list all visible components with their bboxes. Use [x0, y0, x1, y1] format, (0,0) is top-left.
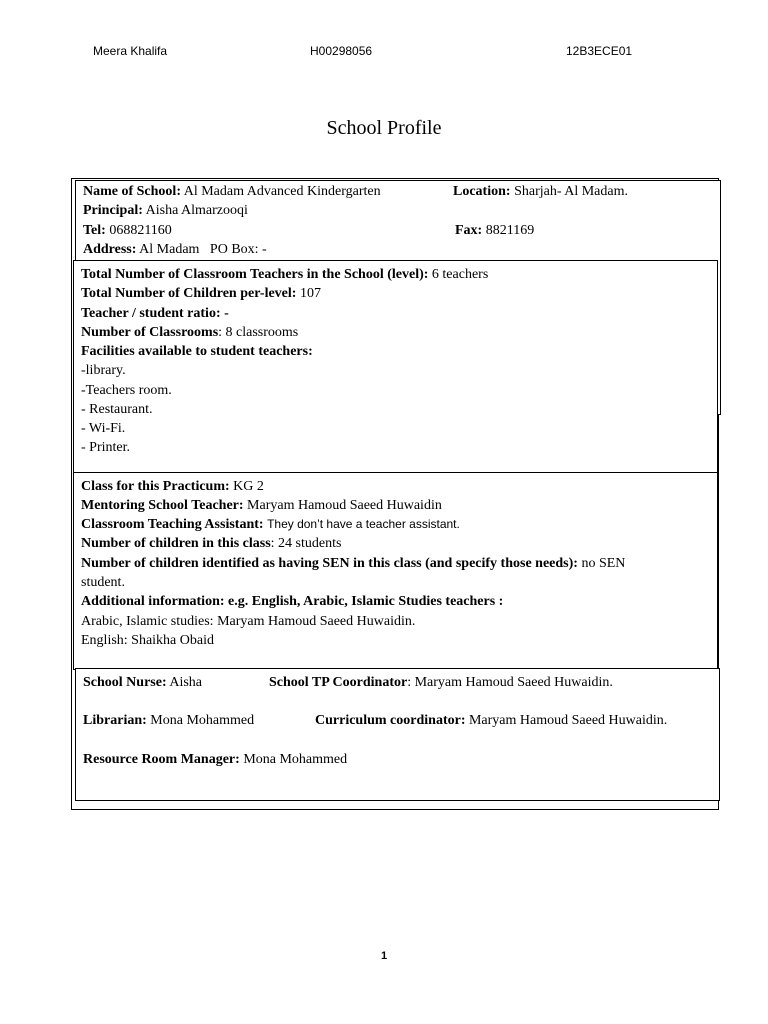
header-author: Meera Khalifa — [93, 44, 168, 58]
fax-label: Fax: — [455, 223, 483, 238]
staffing-box — [73, 260, 718, 474]
english-teacher-line: English: Shaikha Obaid — [81, 633, 214, 648]
librarian-value: Mona Mohammed — [150, 713, 255, 728]
tp-coordinator-line — [269, 674, 613, 691]
facility-item: - Wi-Fi. — [81, 421, 126, 436]
classrooms-value: : 8 classrooms — [218, 325, 299, 340]
facility-item: -Teachers room. — [81, 383, 172, 398]
tel-value: 068821160 — [109, 223, 172, 238]
location-line — [453, 183, 628, 200]
num-children-label: Number of children in this class — [81, 536, 271, 551]
sen-line-cont: student. — [81, 575, 125, 590]
sen-label: Number of children identified as having SEN in this class (and specify those needs): — [81, 556, 578, 571]
classrooms-line — [81, 324, 298, 341]
mentor-value: Maryam Hamoud Saeed Huwaidin — [247, 498, 442, 513]
class-value: KG 2 — [233, 479, 264, 494]
header-student-id: H00298056 — [310, 44, 373, 58]
curriculum-label: Curriculum coordinator: — [315, 713, 466, 728]
school-name-label: Name of School: — [83, 184, 181, 199]
header-course-code: 12B3ECE01 — [566, 44, 633, 58]
resource-value: Mona Mohammed — [243, 752, 348, 767]
resource-label: Resource Room Manager: — [83, 752, 240, 767]
assistant-value: They don’t have a teacher assistant. — [267, 517, 460, 531]
classrooms-label: Number of Classrooms — [81, 325, 219, 340]
page-number: 1 — [380, 950, 388, 962]
address-label: Address: — [83, 242, 137, 257]
address-value: Al Madam PO Box: - — [139, 242, 267, 257]
class-line — [81, 478, 264, 495]
fax-value: 8821169 — [485, 223, 535, 238]
tel-label: Tel: — [83, 223, 106, 238]
class-label: Class for this Practicum: — [81, 479, 230, 494]
location-value: Sharjah- Al Madam. — [514, 184, 628, 199]
sen-line — [81, 555, 625, 572]
mentor-line — [81, 497, 442, 514]
curriculum-line — [315, 712, 667, 729]
additional-line — [81, 593, 503, 610]
school-name-value: Al Madam Advanced Kindergarten — [183, 184, 381, 199]
librarian-line — [83, 712, 254, 729]
principal-value: Aisha Almarzooqi — [145, 203, 248, 218]
principal-line — [83, 202, 248, 219]
additional-label: Additional information: e.g. English, Arabic, Islamic Studies teachers : — [81, 594, 504, 609]
sen-value: no SEN — [581, 556, 626, 571]
assistant-line — [81, 516, 460, 533]
teachers-value: 6 teachers — [431, 267, 489, 282]
mentor-label: Mentoring School Teacher: — [81, 498, 244, 513]
location-label: Location: — [453, 184, 511, 199]
num-children-value: : 24 students — [270, 536, 342, 551]
class-info-box — [73, 472, 718, 670]
teachers-line — [81, 266, 488, 283]
resource-line — [83, 751, 347, 768]
librarian-label: Librarian: — [83, 713, 147, 728]
principal-label: Principal: — [83, 203, 143, 218]
tel-line — [83, 222, 172, 239]
facilities-heading — [81, 343, 313, 360]
tp-coordinator-label: School TP Coordinator — [269, 675, 408, 690]
nurse-value: Aisha — [169, 675, 203, 690]
page-title: School Profile — [326, 117, 442, 139]
curriculum-value: Maryam Hamoud Saeed Huwaidin. — [468, 713, 668, 728]
facility-item: - Restaurant. — [81, 402, 153, 417]
teachers-label: Total Number of Classroom Teachers in the School (level): — [81, 267, 429, 282]
num-children-line — [81, 535, 341, 552]
assistant-label: Classroom Teaching Assistant: — [81, 517, 264, 532]
children-label: Total Number of Children per-level: — [81, 286, 297, 301]
facilities-label: Facilities available to student teachers: — [81, 344, 313, 359]
fax-line — [455, 222, 534, 239]
nurse-label: School Nurse: — [83, 675, 167, 690]
ratio-line — [81, 305, 229, 322]
tp-coordinator-value: : Maryam Hamoud Saeed Huwaidin. — [407, 675, 613, 690]
children-line — [81, 285, 321, 302]
school-name-line — [83, 183, 381, 200]
address-line — [83, 241, 267, 258]
nurse-line — [83, 674, 202, 691]
staff-box — [75, 668, 720, 801]
arabic-teacher-line: Arabic, Islamic studies: Maryam Hamoud Saeed Huwaidin. — [81, 614, 416, 629]
ratio-label: Teacher / student ratio: - — [81, 306, 229, 321]
facility-item: - Printer. — [81, 440, 130, 455]
facility-item: -library. — [81, 363, 126, 378]
children-value: 107 — [299, 286, 321, 301]
